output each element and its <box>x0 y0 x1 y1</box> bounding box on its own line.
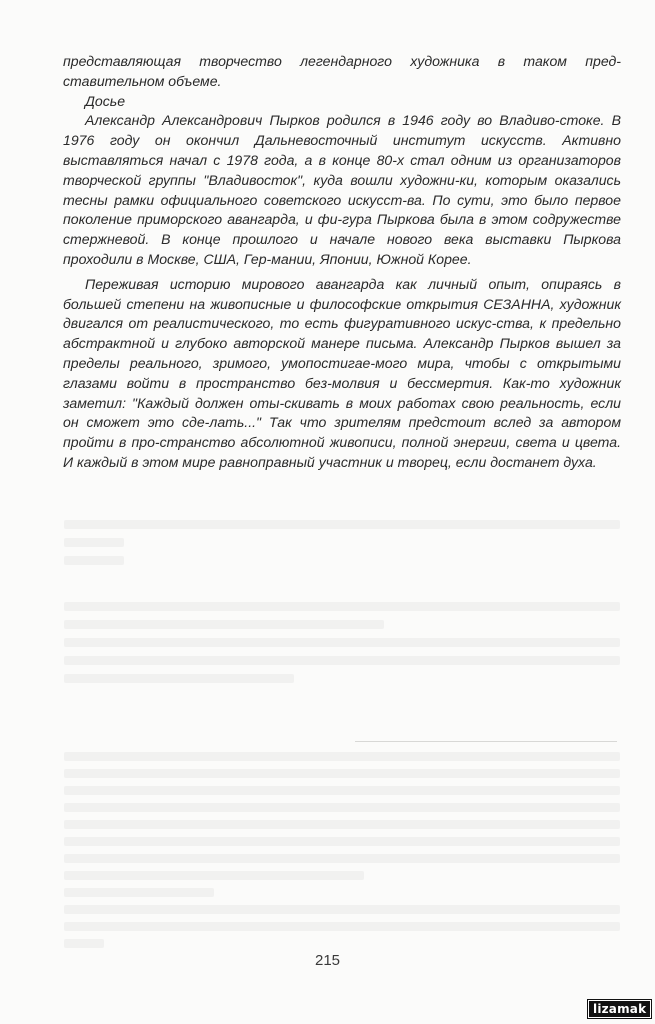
watermark-logo: lizamak <box>588 1000 651 1018</box>
paragraph-artistic-path: Переживая историю мирового авангарда как личный опыт, опираясь в большей степени на живописные и философские открытия СЕЗАННА, художник двигался от реалистического, то есть фигуративного искус-ства, к предельно абстрактной и глубоко авторской манере письма. Александр Пырков вышел за пределы реального, зримого, умопостигае-мого мира, чтобы с открытыми глазами войти в пространство без-молвия и бессмертия. Как-то художник заметил: "Каждый должен оты-скивать в моих работах свою реальность, если он сможет это сде-лать..." Так что зрителям предстоит вслед за автором пройти в про-странство абсолютной живописи, полной энергии, света и цвета. И каждый в этом мире равноправный участник и творец, если достанет духа. <box>63 275 621 470</box>
footnote-rule <box>355 741 617 742</box>
paragraph-continuation: представляющая творчество легендарного художника в таком пред-ставительном объеме. <box>63 53 621 89</box>
body-text <box>63 52 621 473</box>
paragraph-biography: Александр Александрович Пырков родился в 1946 году во Владиво-стоке. В 1976 году он окончил Дальневосточный институт искусств. Активно выставляться начал с 1978 года, а в конце 80-х стал одним из организаторов творческой группы "Владивосток", куда вошли художни-ки, которым оказались тесны рамки официального советского искусст-ва. По сути, это было первое поколение приморского авангарда, и фи-гура Пыркова была в этом содружестве стержневой. В конце прошлого и начале нового века выставки Пыркова проходили в Москве, США, Гер-мании, Японии, Южной Корее. <box>63 112 621 267</box>
section-heading-dossier: Досье <box>85 92 126 109</box>
page-number: 215 <box>314 952 341 969</box>
